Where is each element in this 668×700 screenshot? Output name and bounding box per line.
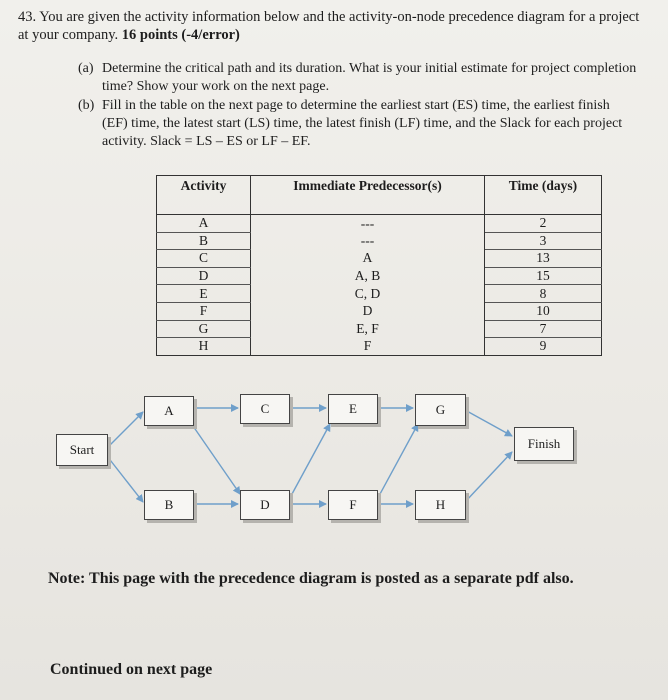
activity-cell: B (157, 232, 251, 250)
predecessor-cell: D (251, 302, 485, 320)
predecessor-cell: F (251, 338, 485, 356)
activity-cell: E (157, 285, 251, 303)
time-cell: 8 (485, 285, 602, 303)
activity-cell: A (157, 215, 251, 233)
node-start: Start (56, 434, 108, 466)
activity-cell: C (157, 250, 251, 268)
link-g-finish (465, 410, 512, 436)
predecessor-cell: A (251, 250, 485, 268)
predecessor-cell: C, D (251, 285, 485, 303)
node-g: G (415, 394, 466, 426)
activity-cell: G (157, 320, 251, 338)
node-b: B (144, 490, 194, 520)
header-activity: Activity (157, 176, 251, 215)
predecessor-cell: --- (251, 215, 485, 233)
node-f: F (328, 490, 378, 520)
predecessor-cell: --- (251, 232, 485, 250)
node-c: C (240, 394, 290, 424)
activity-cell: F (157, 302, 251, 320)
link-f-g (380, 424, 418, 494)
node-h: H (415, 490, 466, 520)
node-d: D (240, 490, 290, 520)
time-cell: 2 (485, 215, 602, 233)
header-predecessors: Immediate Predecessor(s) (251, 176, 485, 215)
node-a: A (144, 396, 194, 426)
node-finish: Finish (514, 427, 574, 461)
part-text: Determine the critical path and its duration. What is your initial estimate for project completion time? Show your work on the next page. (102, 61, 637, 94)
note-text: Note: This page with the precedence diagram is posted as a separate pdf also. (48, 570, 574, 587)
time-cell: 9 (485, 338, 602, 356)
question-points: 16 points (-4/error) (121, 27, 240, 43)
link-a-d (193, 426, 240, 494)
part-text: Fill in the table on the next page to determine the earliest start (ES) time, the earliest finish (EF) time, the latest start (LS) time, the latest finish (LF) time, and the Slack for each project activity. Slack = LS – ES or LF – EF. (102, 98, 623, 149)
part-label: (a) (78, 61, 94, 76)
activity-cell: D (157, 267, 251, 285)
predecessor-cell: E, F (251, 320, 485, 338)
link-start-b (107, 456, 143, 502)
header-time: Time (days) (485, 176, 602, 215)
question-intro: 43. You are given the activity information below and the activity-on-node precedence diagram for a project at your company. (18, 9, 640, 43)
predecessor-cell: A, B (251, 267, 485, 285)
link-start-a (107, 412, 143, 448)
time-cell: 15 (485, 267, 602, 285)
continued-text: Continued on next page (50, 661, 213, 678)
activity-cell: H (157, 338, 251, 356)
time-cell: 3 (485, 232, 602, 250)
time-cell: 13 (485, 250, 602, 268)
node-e: E (328, 394, 378, 424)
time-cell: 10 (485, 302, 602, 320)
time-cell: 7 (485, 320, 602, 338)
link-h-finish (465, 452, 512, 502)
link-d-e (292, 424, 330, 494)
part-label: (b) (78, 98, 95, 113)
